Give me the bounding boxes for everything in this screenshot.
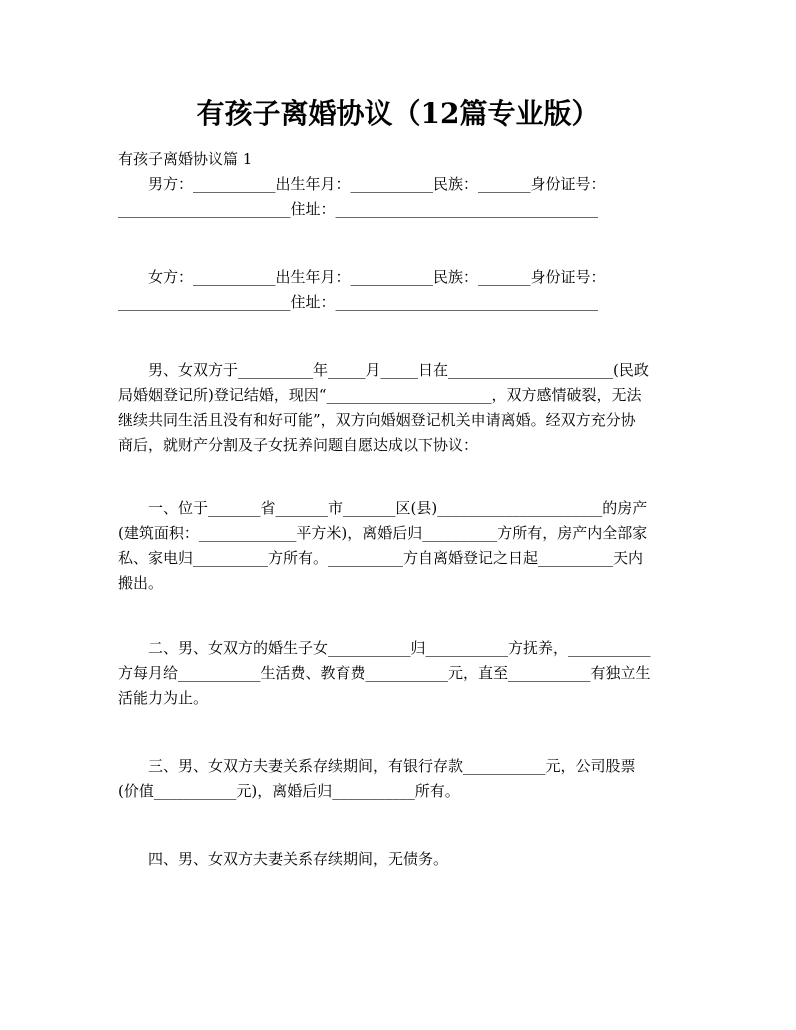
para-marriage-line-4: 商后，就财产分割及子女抚养问题自愿达成以下协议： [118, 436, 479, 454]
para-child-line-3: 活能力为止。 [118, 689, 209, 707]
para-child-line-2: 方每月给___________生活费、教育费___________元，直至___________有独立生 [118, 664, 651, 682]
section-heading: 有孩子离婚协议篇 1 [118, 150, 253, 168]
para-property-line-3: 私、家电归__________方所有。__________方自离婚登记之日起__________天内 [118, 549, 644, 567]
para-property-line-1: 一、位于_______省_______市_______区(县)______________________的房产 [148, 499, 648, 517]
para-property-line-4: 搬出。 [118, 574, 164, 592]
para-savings-line-1: 三、男、女双方夫妻关系存续期间，有银行存款___________元，公司股票 [148, 757, 636, 775]
document-title: 有孩子离婚协议（12篇专业版） [196, 97, 600, 130]
male-info-line-1: 男方：___________出生年月：___________民族：_______身份证号： [148, 175, 606, 193]
para-child-line-1: 二、男、女双方的婚生子女___________归___________方抚养，___________ [148, 639, 651, 657]
para-savings-line-2: (价值___________元)，离婚后归___________所有。 [118, 782, 460, 800]
female-info-line-1: 女方：___________出生年月：___________民族：_______身份证号： [148, 268, 606, 286]
para-marriage-line-3: 继续共同生活且没有和好可能”，双方向婚姻登记机关申请离婚。经双方充分协 [118, 411, 636, 429]
para-property-line-2: (建筑面积：_____________平方米)，离婚后归__________方所有，房产内全部家 [118, 524, 648, 542]
para-marriage-line-1: 男、女双方于__________年_____月_____日在______________________(民政 [148, 361, 649, 379]
para-marriage-line-2: 局婚姻登记所)登记结婚，现因“______________________，双方感情破裂，无法 [118, 386, 642, 404]
male-info-line-2: _______________________住址：___________________________________ [118, 200, 599, 218]
female-info-line-2: _______________________住址：___________________________________ [118, 293, 599, 311]
para-debt-line-1: 四、男、女双方夫妻关系存续期间，无债务。 [148, 850, 449, 868]
